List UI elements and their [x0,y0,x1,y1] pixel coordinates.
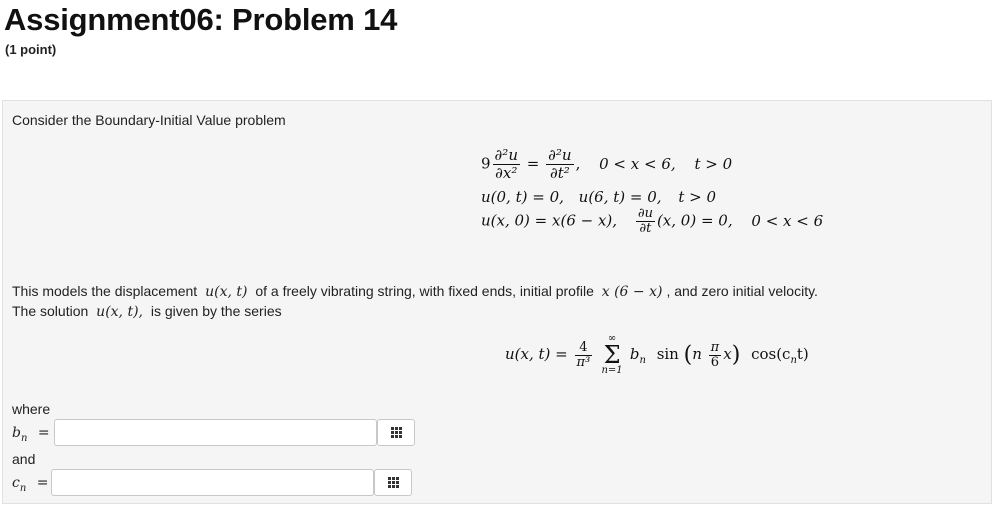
pde-domain: 0 < x < 6, [599,154,676,173]
pde-equals: = [526,154,540,173]
cn-sub: n [19,482,27,494]
bn-letter: b [12,425,21,441]
term-b: b [629,345,640,363]
points-label: (1 point) [5,42,57,57]
term-cos: cos(c [751,345,791,363]
term-pi-num: π [710,339,720,355]
ic-domain: 0 < x < 6 [751,211,824,230]
pde-lhs-num: ∂²u [494,146,518,164]
problem-intro: Consider the Boundary-Initial Value problem [12,112,286,128]
bc-left: u(0, t) = 0, [481,188,564,206]
ic-vel-den: ∂t [639,221,652,236]
bn-answer-input[interactable] [54,419,377,446]
series-sum [601,334,623,376]
pde-equation [481,147,732,182]
term-sin: sin [656,345,679,363]
bn-equals: = [37,425,50,441]
term-n: n [692,345,702,363]
cn-label [12,475,49,494]
cn-answer-input[interactable] [51,469,374,496]
series-coef-frac [575,341,593,370]
bc-time: t > 0 [678,188,717,206]
ic-velocity-rest: (x, 0) = 0, [656,211,733,230]
desc2-math: u(x, t), [96,304,143,320]
term-pi-frac [709,341,722,370]
problem-box [2,100,992,504]
pde-coef: 9 [481,154,491,173]
series-equation: u(x, t) = $\frac{4}{\text{π³}}$ ∞ Σ n=1 $b_n$ sin (n $\frac{\pi}{6}$ x) $\cos(c_nt)$ [505,333,809,376]
page-title: Assignment06: Problem 14 [4,2,398,37]
desc2-a: The solution [12,303,89,319]
cn-equation-editor-button[interactable] [374,469,412,496]
grid-icon [391,427,402,438]
series-coef-den: π³ [576,354,591,370]
pde-rhs-den: ∂t² [549,164,570,182]
ic-displacement: u(x, 0) = x(6 − x), [481,211,618,230]
term-cos-sub: n [790,355,797,366]
initial-conditions [481,207,823,236]
series-lhs: u(x, t) = [505,345,568,363]
pde-rhs-frac [546,147,573,182]
bn-sub: n [20,432,28,444]
cn-equals: = [36,475,49,491]
pde-lhs-den: ∂x² [495,164,518,182]
grid-icon [388,477,399,488]
description-line-1 [12,283,818,300]
cn-letter: c [12,475,20,491]
where-label: where [12,401,51,417]
ic-vel-num: ∂u [637,206,653,221]
term-cos-rest: t) [796,345,809,363]
bc-right: u(6, t) = 0, [578,188,662,206]
desc1-c: , and zero initial velocity. [666,283,818,299]
pde-comma: , [575,154,581,173]
sum-top: ∞ [607,333,617,344]
sum-symbol: Σ [603,341,621,369]
and-label: and [12,451,36,467]
desc1-math-1: u(x, t) [205,284,248,300]
description-line-2 [12,303,282,320]
series-coef-num: 4 [575,341,593,356]
sum-bottom: n=1 [601,365,623,376]
term-b-sub: n [639,355,646,366]
ic-velocity-frac [636,207,655,236]
pde-lhs-frac [493,147,520,182]
boundary-conditions [481,188,716,206]
bn-label [12,425,50,444]
pde-rhs-num: ∂²u [548,146,572,164]
term-pi-den: 6 [710,354,720,370]
desc1-math-2: x (6 − x) [601,284,663,300]
desc1-b: of a freely vibrating string, with fixed ends, initial profile [255,283,594,299]
bn-equation-editor-button[interactable] [377,419,415,446]
term-x: x [723,345,732,363]
desc1-a: This models the displacement [12,283,198,299]
pde-time: t > 0 [694,154,733,173]
desc2-b: is given by the series [150,303,282,319]
